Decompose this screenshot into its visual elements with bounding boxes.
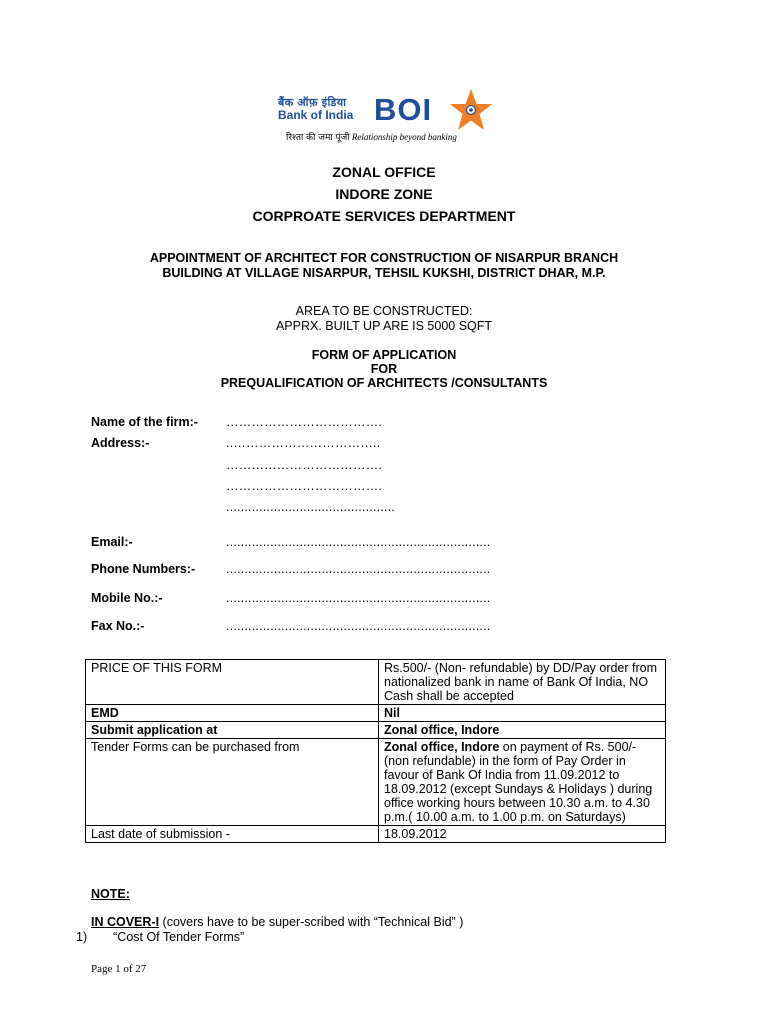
form-title-line-1: FORM OF APPLICATION: [311, 348, 457, 362]
table-row: [86, 660, 666, 705]
cover-label: IN COVER-I: [91, 915, 160, 929]
star-logo-icon: [448, 88, 494, 132]
header-zonal-office: ZONAL OFFICE: [332, 164, 436, 180]
note-heading: NOTE:: [91, 887, 130, 901]
subject-line-2: BUILDING AT VILLAGE NISARPUR, TEHSIL KUKSHI, DISTRICT DHAR, M.P.: [162, 266, 606, 280]
address-field-line-1[interactable]: ..……………………………..: [226, 436, 381, 450]
table-row: [86, 722, 666, 739]
price-label-cell: PRICE OF THIS FORM: [86, 660, 379, 705]
tagline-english: Relationship beyond banking: [351, 132, 457, 142]
submit-label-cell: Submit application at: [86, 722, 379, 739]
cover-line: [91, 915, 463, 929]
list-item-number: 1): [76, 930, 88, 944]
logo-hindi-name: बैंक ऑफ़ इंडिया: [278, 97, 347, 109]
address-field-line-3[interactable]: ……………………………….: [226, 479, 383, 493]
email-field[interactable]: ........................................................................: [226, 535, 491, 549]
page-number: Page 1 of 27: [91, 963, 147, 975]
list-item: [76, 930, 244, 944]
tender-info-table: [85, 659, 666, 843]
submit-value-cell: Zonal office, Indore: [379, 722, 666, 739]
area-line-2: APPRX. BUILT UP ARE IS 5000 SQFT: [275, 319, 493, 333]
logo-english-name: Bank of India: [278, 108, 354, 122]
mobile-field[interactable]: ........................................................................: [226, 591, 491, 605]
emd-value-cell: Nil: [379, 705, 666, 722]
header-indore-zone: INDORE ZONE: [335, 186, 433, 202]
table-row: [86, 739, 666, 826]
address-field-line-4[interactable]: ..............................................: [226, 500, 395, 514]
header-department: CORPROATE SERVICES DEPARTMENT: [252, 208, 516, 224]
fax-label: Fax No.:-: [91, 619, 145, 633]
last-date-value-cell: 18.09.2012: [379, 826, 666, 843]
purchase-details: on payment of Rs. 500/- (non refundable) in the form of Pay Order in favour of Bank Of India from 11.09.2012 to 18.09.2012 (except Sundays & Holidays ) during office working hours between 10.30 a.m. to 4.30 p.m.( 10.00 a.m. to 1.00 p.m. on Saturdays): [384, 740, 653, 824]
firm-name-label: Name of the firm:-: [91, 415, 198, 429]
mobile-label: Mobile No.:-: [91, 591, 163, 605]
purchase-office: Zonal office, Indore: [384, 740, 500, 754]
price-value-cell: Rs.500/- (Non- refundable) by DD/Pay order from nationalized bank in name of Bank Of India, NO Cash shall be accepted: [379, 660, 666, 705]
address-label: Address:-: [91, 436, 150, 450]
table-row: [86, 705, 666, 722]
phone-field[interactable]: ........................................................................: [226, 562, 491, 576]
form-title-line-3: PREQUALIFICATION OF ARCHITECTS /CONSULTANTS: [220, 376, 548, 390]
firm-name-field[interactable]: ……………………………….: [226, 415, 383, 429]
logo-abbr: BOI: [374, 92, 433, 127]
fax-field[interactable]: ........................................................................: [226, 619, 491, 633]
subject-line-1: APPOINTMENT OF ARCHITECT FOR CONSTRUCTION OF NISARPUR BRANCH: [149, 251, 619, 265]
tagline-hindi: रिश्ता की जमा पूंजी: [286, 133, 350, 143]
table-row: [86, 826, 666, 843]
logo-tagline: [286, 130, 457, 143]
phone-label: Phone Numbers:-: [91, 562, 196, 576]
purchase-value-cell: [379, 739, 666, 826]
cover-text: (covers have to be super-scribed with “Technical Bid” ): [159, 915, 464, 929]
area-line-1: AREA TO BE CONSTRUCTED:: [295, 304, 473, 318]
last-date-label-cell: Last date of submission -: [86, 826, 379, 843]
address-field-line-2[interactable]: ……………………………….: [226, 458, 383, 472]
purchase-label-cell: Tender Forms can be purchased from: [86, 739, 379, 826]
form-title-line-2: FOR: [370, 362, 398, 376]
email-label: Email:-: [91, 535, 133, 549]
list-item-text: “Cost Of Tender Forms”: [113, 930, 245, 944]
emd-label-cell: EMD: [86, 705, 379, 722]
